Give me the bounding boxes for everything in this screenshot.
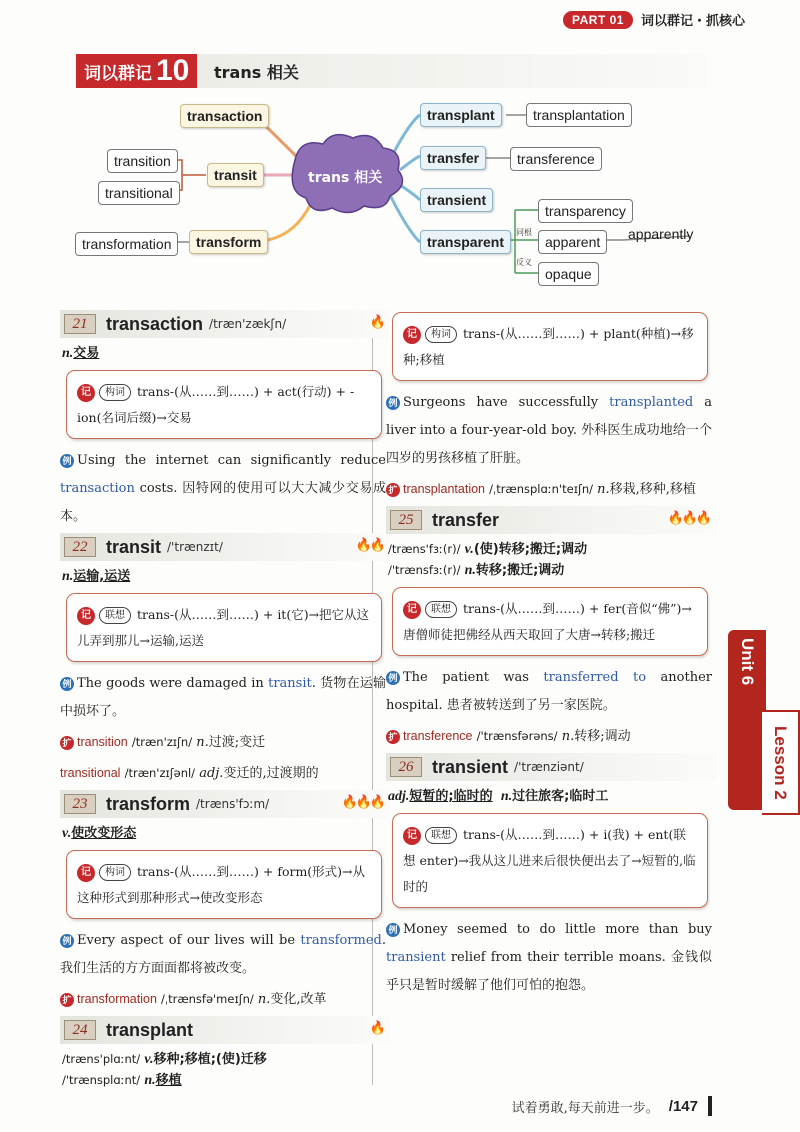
entry-word: transaction	[106, 313, 204, 334]
entry-header-transit	[60, 533, 390, 561]
derivative-icon: 扩	[386, 483, 400, 497]
footer-slogan: 试着勇敢,每天前进一步。	[511, 1100, 659, 1116]
box-tag: 联想	[99, 607, 131, 624]
derivative-line: 扩 transformation /ˌtrænsfə'meɪʃn/ n.变化,改革	[60, 985, 390, 1014]
group-label-text: 词以群记	[84, 63, 152, 84]
derivative-icon: 扩	[60, 993, 74, 1007]
part-badge: PART 01	[563, 11, 633, 29]
group-topic: trans 相关	[214, 63, 299, 82]
entry-header-transplant	[60, 1016, 390, 1044]
entry-ipa: /'trænzɪt/	[167, 540, 223, 554]
group-number: 10	[156, 54, 190, 87]
derivative-line: transitional /træn'zɪʃənl/ adj.变迁的,过渡期的	[60, 766, 319, 781]
mind-map	[70, 90, 720, 295]
entry-number: 24	[64, 1020, 96, 1040]
node-transplantation: transplantation	[526, 103, 632, 127]
mnemonic-box: 记 联想 trans-(从……到……) + i(我) + ent(联想 enter)→我从这儿进来后很快便出去了→短暂的,临时的	[392, 813, 708, 908]
node-transition: transition	[107, 149, 178, 173]
page-number: /147	[668, 1097, 698, 1115]
mind-map-center: trans 相关	[308, 170, 383, 186]
example-icon: 例	[386, 396, 400, 410]
pos-line: v.使改变形态	[62, 826, 137, 841]
memory-icon: 记	[77, 384, 95, 402]
entry-ipa: /'trænziənt/	[514, 760, 584, 774]
example-sentence: 例 Every aspect of our lives will be transformed. 我们生活的方方面面都将被改变。	[60, 933, 386, 976]
entry-ipa: /træn'zækʃn/	[209, 317, 287, 331]
pos-line: n.交易	[62, 346, 100, 361]
lesson-label: Lesson 2	[771, 725, 790, 800]
box-tag: 构词	[425, 326, 457, 343]
group-title-bar	[76, 54, 706, 88]
page-footer	[512, 1096, 712, 1116]
node-apparently: apparently	[628, 226, 694, 242]
tag-antonym: 反义	[516, 258, 532, 267]
entry-header-transform	[60, 790, 390, 818]
derivative-icon: 扩	[386, 730, 400, 744]
node-transplant: transplant	[420, 103, 502, 127]
group-label	[76, 54, 197, 88]
tag-synonym-root: 同根	[516, 228, 532, 237]
pos-line: adj.短暂的;临时的 n.过往旅客;临时工	[388, 789, 609, 804]
node-transit: transit	[207, 163, 264, 187]
derivative-icon: 扩	[60, 736, 74, 750]
flame-icon: 🔥🔥🔥	[341, 795, 384, 810]
derivative-line: 扩 transplantation /ˌtrænsplɑːn'teɪʃn/ n.移栽,移种,移植	[386, 475, 716, 504]
flame-icon: 🔥	[369, 315, 384, 330]
box-tag: 构词	[99, 384, 131, 401]
example-sentence: 例 Surgeons have successfully transplanted a liver into a four-year-old boy. 外科医生成功地给一个四岁的男孩移植了肝脏。	[386, 395, 713, 466]
entry-word: transit	[106, 536, 162, 557]
example-icon: 例	[386, 671, 400, 685]
unit-tab	[728, 630, 766, 810]
box-tag: 构词	[99, 864, 131, 881]
mnemonic-box: 记 联想 trans-(从……到……) + it(它)→把它从这儿弄到那儿→运输,运送	[66, 593, 382, 662]
node-transparent: transparent	[420, 230, 511, 254]
entry-number: 21	[64, 314, 96, 334]
example-sentence: 例 The patient was transferred to another hospital. 患者被转送到了另一家医院。	[386, 670, 712, 713]
memory-icon: 记	[403, 601, 421, 619]
node-transitional: transitional	[98, 181, 180, 205]
entry-number: 23	[64, 794, 96, 814]
node-transient: transient	[420, 188, 493, 212]
memory-icon: 记	[403, 326, 421, 344]
node-transaction: transaction	[180, 104, 269, 128]
example-sentence: 例 Money seemed to do little more than buy transient relief from their terrible moans. 金钱似乎只是暂时缓解了他们可怕的抱怨。	[386, 922, 712, 993]
memory-icon: 记	[77, 864, 95, 882]
pos-line: n.运输,运送	[62, 569, 131, 584]
node-transparency: transparency	[538, 199, 633, 223]
entry-number: 22	[64, 537, 96, 557]
node-opaque: opaque	[538, 262, 599, 286]
example-sentence: 例 The goods were damaged in transit. 货物在运输中损坏了。	[60, 676, 386, 719]
mnemonic-box: 记 构词 trans-(从……到……) + act(行动) + -ion(名词后缀)→交易	[66, 370, 382, 439]
entry-number: 25	[390, 510, 422, 530]
entry-header-transfer	[386, 506, 716, 534]
memory-icon: 记	[403, 827, 421, 845]
derivative-line: 扩 transition /træn'zɪʃn/ n.过渡;变迁	[60, 728, 390, 757]
node-transformation: transformation	[75, 232, 178, 256]
pos-line: /træns'plɑːnt/ v.移种;移植;(使)迁移 /'trænsplɑːnt/ n.移植	[62, 1052, 267, 1088]
mnemonic-box: 记 构词 trans-(从……到……) + form(形式)→从这种形式到那种形式→使改变形态	[66, 850, 382, 919]
entry-word: transform	[106, 793, 191, 814]
memory-icon: 记	[77, 607, 95, 625]
node-transfer: transfer	[420, 146, 486, 170]
entry-header-transaction	[60, 310, 390, 338]
entry-number: 26	[390, 757, 422, 777]
example-icon: 例	[60, 454, 74, 468]
flame-icon: 🔥🔥🔥	[667, 511, 710, 526]
mnemonic-box: 记 构词 trans-(从……到……) + plant(种植)→移种;移植	[392, 312, 708, 381]
footer-bar	[708, 1096, 712, 1116]
box-tag: 联想	[425, 827, 457, 844]
unit-label: Unit 6	[738, 638, 757, 686]
entry-word: transplant	[106, 1019, 194, 1040]
lesson-tab	[762, 710, 800, 815]
example-icon: 例	[60, 677, 74, 691]
example-sentence: 例 Using the internet can significantly reduce transaction costs. 因特网的使用可以大大减少交易成本。	[60, 453, 386, 524]
flame-icon: 🔥🔥	[355, 538, 384, 553]
node-transference: transference	[510, 147, 602, 171]
left-column	[60, 308, 390, 1095]
example-icon: 例	[386, 923, 400, 937]
page-header	[563, 10, 745, 29]
entry-word: transient	[432, 756, 509, 777]
mnemonic-box: 记 联想 trans-(从……到……) + fer(音似“佛”)→唐僧师徒把佛经从西天取回了大唐→转移;搬迁	[392, 587, 708, 656]
node-apparent: apparent	[538, 230, 607, 254]
entry-word: transfer	[432, 509, 500, 530]
derivative-line: 扩 transference /'trænsfərəns/ n.转移;调动	[386, 722, 716, 751]
entry-header-transient	[386, 753, 716, 781]
flame-icon: 🔥	[369, 1021, 384, 1036]
right-column	[386, 308, 716, 1002]
box-tag: 联想	[425, 601, 457, 618]
example-icon: 例	[60, 934, 74, 948]
node-transform: transform	[189, 230, 268, 254]
entry-ipa: /træns'fɔːm/	[196, 797, 270, 811]
header-title: 词以群记・抓核心	[640, 14, 745, 29]
pos-line: /træns'fɜː(r)/ v.(使)转移;搬迁;调动 /'trænsfɜː(r)/ n.转移;搬迁;调动	[388, 542, 588, 578]
